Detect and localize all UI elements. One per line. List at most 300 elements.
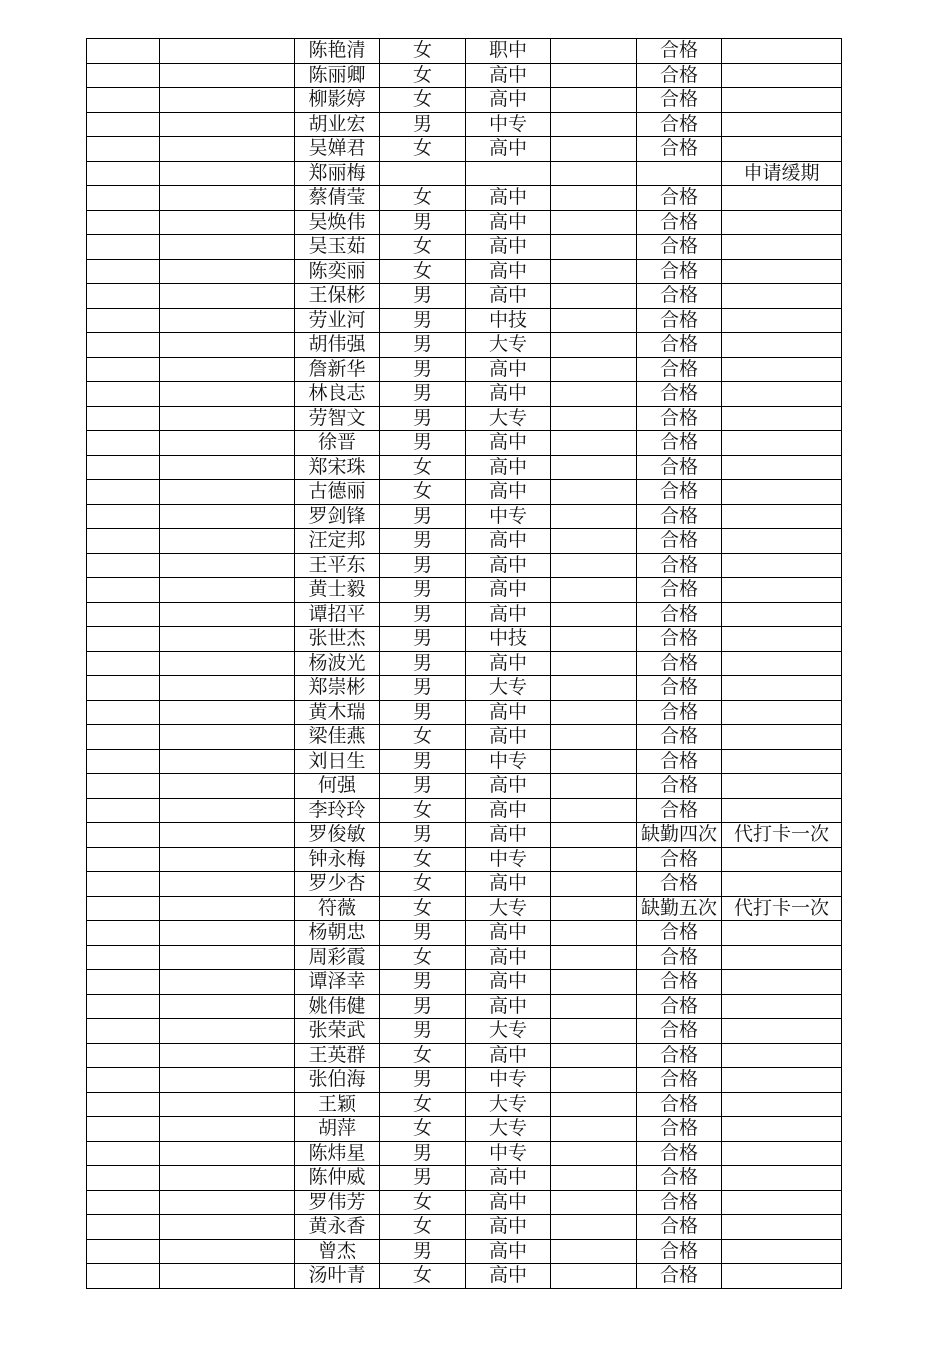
id-cell — [160, 1239, 295, 1264]
id-cell — [160, 676, 295, 701]
id-cell — [160, 847, 295, 872]
index-cell — [87, 308, 160, 333]
gender-cell: 男 — [380, 210, 466, 235]
blank-cell — [551, 676, 637, 701]
blank-cell — [551, 1117, 637, 1142]
result-cell: 合格 — [637, 284, 722, 309]
id-cell — [160, 896, 295, 921]
index-cell — [87, 872, 160, 897]
table-row — [87, 284, 842, 309]
result-cell: 合格 — [637, 553, 722, 578]
id-cell — [160, 137, 295, 162]
index-cell — [87, 700, 160, 725]
table-row — [87, 63, 842, 88]
name-cell: 黄永香 — [295, 1215, 380, 1240]
name-cell: 郑崇彬 — [295, 676, 380, 701]
name-cell: 张世杰 — [295, 627, 380, 652]
blank-cell — [551, 749, 637, 774]
name-cell: 汤叶青 — [295, 1264, 380, 1289]
education-cell: 中技 — [466, 308, 551, 333]
result-cell: 合格 — [637, 1264, 722, 1289]
gender-cell: 男 — [380, 700, 466, 725]
table-row — [87, 553, 842, 578]
name-cell: 谭招平 — [295, 602, 380, 627]
result-cell: 合格 — [637, 1190, 722, 1215]
result-cell: 合格 — [637, 1215, 722, 1240]
index-cell — [87, 749, 160, 774]
note-cell — [722, 1141, 842, 1166]
blank-cell — [551, 725, 637, 750]
note-cell — [722, 945, 842, 970]
note-cell — [722, 431, 842, 456]
gender-cell: 男 — [380, 749, 466, 774]
index-cell — [87, 847, 160, 872]
table-row — [87, 1068, 842, 1093]
index-cell — [87, 1166, 160, 1191]
gender-cell: 女 — [380, 798, 466, 823]
id-cell — [160, 161, 295, 186]
table-row — [87, 945, 842, 970]
blank-cell — [551, 88, 637, 113]
blank-cell — [551, 308, 637, 333]
result-cell: 合格 — [637, 357, 722, 382]
gender-cell: 男 — [380, 994, 466, 1019]
result-cell: 合格 — [637, 480, 722, 505]
id-cell — [160, 945, 295, 970]
result-cell: 合格 — [637, 504, 722, 529]
education-cell: 高中 — [466, 431, 551, 456]
result-cell: 合格 — [637, 872, 722, 897]
result-cell: 合格 — [637, 39, 722, 64]
result-cell: 合格 — [637, 847, 722, 872]
result-cell: 合格 — [637, 1141, 722, 1166]
id-cell — [160, 529, 295, 554]
blank-cell — [551, 1068, 637, 1093]
blank-cell — [551, 235, 637, 260]
index-cell — [87, 774, 160, 799]
note-cell — [722, 847, 842, 872]
note-cell — [722, 994, 842, 1019]
result-cell: 合格 — [637, 676, 722, 701]
table-row — [87, 1019, 842, 1044]
table-row — [87, 431, 842, 456]
blank-cell — [551, 896, 637, 921]
index-cell — [87, 455, 160, 480]
education-cell: 高中 — [466, 774, 551, 799]
table-row — [87, 578, 842, 603]
gender-cell: 男 — [380, 651, 466, 676]
note-cell — [722, 970, 842, 995]
blank-cell — [551, 945, 637, 970]
index-cell — [87, 161, 160, 186]
name-cell: 谭泽幸 — [295, 970, 380, 995]
name-cell: 罗伟芳 — [295, 1190, 380, 1215]
result-cell: 合格 — [637, 1166, 722, 1191]
gender-cell: 男 — [380, 529, 466, 554]
name-cell: 曾杰 — [295, 1239, 380, 1264]
blank-cell — [551, 823, 637, 848]
result-cell: 合格 — [637, 749, 722, 774]
blank-cell — [551, 578, 637, 603]
education-cell: 高中 — [466, 970, 551, 995]
name-cell: 胡业宏 — [295, 112, 380, 137]
result-cell: 缺勤四次 — [637, 823, 722, 848]
note-cell — [722, 1190, 842, 1215]
name-cell: 郑宋珠 — [295, 455, 380, 480]
index-cell — [87, 504, 160, 529]
name-cell: 徐晋 — [295, 431, 380, 456]
gender-cell: 男 — [380, 382, 466, 407]
blank-cell — [551, 284, 637, 309]
table-row — [87, 921, 842, 946]
result-cell: 合格 — [637, 1117, 722, 1142]
id-cell — [160, 1092, 295, 1117]
note-cell — [722, 1264, 842, 1289]
name-cell: 黄士毅 — [295, 578, 380, 603]
index-cell — [87, 945, 160, 970]
note-cell — [722, 1043, 842, 1068]
gender-cell: 女 — [380, 1264, 466, 1289]
index-cell — [87, 970, 160, 995]
education-cell: 高中 — [466, 872, 551, 897]
blank-cell — [551, 480, 637, 505]
result-cell: 合格 — [637, 431, 722, 456]
index-cell — [87, 137, 160, 162]
result-cell: 合格 — [637, 333, 722, 358]
result-cell: 合格 — [637, 235, 722, 260]
blank-cell — [551, 210, 637, 235]
note-cell — [722, 308, 842, 333]
result-cell: 合格 — [637, 1068, 722, 1093]
gender-cell: 男 — [380, 308, 466, 333]
id-cell — [160, 1264, 295, 1289]
index-cell — [87, 431, 160, 456]
id-cell — [160, 749, 295, 774]
index-cell — [87, 676, 160, 701]
result-cell: 合格 — [637, 259, 722, 284]
table-row — [87, 333, 842, 358]
name-cell: 蔡倩莹 — [295, 186, 380, 211]
blank-cell — [551, 553, 637, 578]
gender-cell: 男 — [380, 921, 466, 946]
name-cell: 刘日生 — [295, 749, 380, 774]
index-cell — [87, 921, 160, 946]
id-cell — [160, 1215, 295, 1240]
education-cell: 高中 — [466, 88, 551, 113]
note-cell — [722, 1166, 842, 1191]
table-row — [87, 1215, 842, 1240]
blank-cell — [551, 774, 637, 799]
name-cell: 胡萍 — [295, 1117, 380, 1142]
education-cell: 大专 — [466, 896, 551, 921]
index-cell — [87, 798, 160, 823]
name-cell: 胡伟强 — [295, 333, 380, 358]
education-cell: 高中 — [466, 1239, 551, 1264]
name-cell: 何强 — [295, 774, 380, 799]
gender-cell: 男 — [380, 553, 466, 578]
name-cell: 姚伟健 — [295, 994, 380, 1019]
gender-cell: 女 — [380, 1190, 466, 1215]
note-cell — [722, 63, 842, 88]
gender-cell: 男 — [380, 970, 466, 995]
id-cell — [160, 308, 295, 333]
id-cell — [160, 284, 295, 309]
education-cell: 高中 — [466, 578, 551, 603]
name-cell: 詹新华 — [295, 357, 380, 382]
blank-cell — [551, 357, 637, 382]
index-cell — [87, 529, 160, 554]
education-cell: 高中 — [466, 529, 551, 554]
education-cell: 高中 — [466, 798, 551, 823]
id-cell — [160, 602, 295, 627]
blank-cell — [551, 1043, 637, 1068]
blank-cell — [551, 455, 637, 480]
index-cell — [87, 725, 160, 750]
gender-cell: 男 — [380, 578, 466, 603]
gender-cell: 男 — [380, 1068, 466, 1093]
name-cell: 符薇 — [295, 896, 380, 921]
blank-cell — [551, 259, 637, 284]
result-cell: 合格 — [637, 921, 722, 946]
blank-cell — [551, 847, 637, 872]
blank-cell — [551, 970, 637, 995]
gender-cell: 男 — [380, 676, 466, 701]
table-row — [87, 1264, 842, 1289]
name-cell: 柳影婷 — [295, 88, 380, 113]
gender-cell: 女 — [380, 259, 466, 284]
education-cell: 高中 — [466, 235, 551, 260]
gender-cell: 女 — [380, 235, 466, 260]
id-cell — [160, 504, 295, 529]
note-cell — [722, 504, 842, 529]
blank-cell — [551, 406, 637, 431]
gender-cell: 女 — [380, 137, 466, 162]
result-cell: 合格 — [637, 970, 722, 995]
table-row — [87, 455, 842, 480]
result-cell: 合格 — [637, 308, 722, 333]
blank-cell — [551, 1166, 637, 1191]
index-cell — [87, 1117, 160, 1142]
education-cell: 大专 — [466, 1092, 551, 1117]
table-row — [87, 480, 842, 505]
id-cell — [160, 186, 295, 211]
gender-cell: 男 — [380, 602, 466, 627]
education-cell: 高中 — [466, 725, 551, 750]
education-cell: 大专 — [466, 1117, 551, 1142]
gender-cell: 男 — [380, 1239, 466, 1264]
gender-cell: 男 — [380, 823, 466, 848]
gender-cell: 男 — [380, 1166, 466, 1191]
education-cell: 高中 — [466, 284, 551, 309]
index-cell — [87, 1068, 160, 1093]
index-cell — [87, 823, 160, 848]
note-cell — [722, 382, 842, 407]
name-cell: 王颖 — [295, 1092, 380, 1117]
table-row — [87, 823, 842, 848]
table-row — [87, 235, 842, 260]
index-cell — [87, 1239, 160, 1264]
result-cell: 合格 — [637, 651, 722, 676]
blank-cell — [551, 431, 637, 456]
education-cell: 高中 — [466, 259, 551, 284]
index-cell — [87, 63, 160, 88]
gender-cell: 女 — [380, 88, 466, 113]
blank-cell — [551, 798, 637, 823]
gender-cell: 男 — [380, 504, 466, 529]
table-row — [87, 1092, 842, 1117]
blank-cell — [551, 39, 637, 64]
table-row — [87, 1190, 842, 1215]
table-row — [87, 774, 842, 799]
table-row — [87, 210, 842, 235]
note-cell — [722, 112, 842, 137]
blank-cell — [551, 137, 637, 162]
result-cell: 合格 — [637, 137, 722, 162]
table-row — [87, 749, 842, 774]
name-cell: 郑丽梅 — [295, 161, 380, 186]
education-cell: 中专 — [466, 1068, 551, 1093]
name-cell: 周彩霞 — [295, 945, 380, 970]
note-cell — [722, 259, 842, 284]
table-row — [87, 1117, 842, 1142]
name-cell: 吴焕伟 — [295, 210, 380, 235]
gender-cell: 男 — [380, 284, 466, 309]
education-cell: 中专 — [466, 847, 551, 872]
id-cell — [160, 210, 295, 235]
education-cell: 职中 — [466, 39, 551, 64]
note-cell — [722, 1092, 842, 1117]
result-cell: 合格 — [637, 112, 722, 137]
index-cell — [87, 112, 160, 137]
name-cell: 林良志 — [295, 382, 380, 407]
index-cell — [87, 357, 160, 382]
note-cell — [722, 137, 842, 162]
name-cell: 张荣武 — [295, 1019, 380, 1044]
note-cell — [722, 186, 842, 211]
id-cell — [160, 651, 295, 676]
index-cell — [87, 1141, 160, 1166]
education-cell: 高中 — [466, 700, 551, 725]
name-cell: 梁佳燕 — [295, 725, 380, 750]
roster-body — [87, 39, 842, 1289]
blank-cell — [551, 1215, 637, 1240]
index-cell — [87, 896, 160, 921]
gender-cell: 男 — [380, 774, 466, 799]
result-cell: 合格 — [637, 578, 722, 603]
id-cell — [160, 455, 295, 480]
gender-cell: 男 — [380, 1019, 466, 1044]
id-cell — [160, 774, 295, 799]
blank-cell — [551, 1190, 637, 1215]
education-cell: 高中 — [466, 823, 551, 848]
blank-cell — [551, 627, 637, 652]
name-cell: 古德丽 — [295, 480, 380, 505]
index-cell — [87, 1215, 160, 1240]
table-row — [87, 627, 842, 652]
note-cell — [722, 88, 842, 113]
id-cell — [160, 1019, 295, 1044]
education-cell: 高中 — [466, 210, 551, 235]
blank-cell — [551, 504, 637, 529]
index-cell — [87, 235, 160, 260]
education-cell: 中专 — [466, 749, 551, 774]
table-row — [87, 896, 842, 921]
education-cell: 大专 — [466, 1019, 551, 1044]
index-cell — [87, 480, 160, 505]
name-cell: 汪定邦 — [295, 529, 380, 554]
index-cell — [87, 1043, 160, 1068]
gender-cell: 女 — [380, 455, 466, 480]
gender-cell: 男 — [380, 431, 466, 456]
education-cell: 中专 — [466, 112, 551, 137]
table-row — [87, 725, 842, 750]
index-cell — [87, 578, 160, 603]
name-cell: 黄木瑞 — [295, 700, 380, 725]
education-cell: 高中 — [466, 651, 551, 676]
table-row — [87, 651, 842, 676]
table-row — [87, 1043, 842, 1068]
note-cell — [722, 798, 842, 823]
index-cell — [87, 1092, 160, 1117]
name-cell: 罗少杏 — [295, 872, 380, 897]
table-row — [87, 504, 842, 529]
table-row — [87, 39, 842, 64]
gender-cell: 女 — [380, 1215, 466, 1240]
note-cell — [722, 700, 842, 725]
gender-cell: 女 — [380, 63, 466, 88]
table-row — [87, 700, 842, 725]
result-cell: 合格 — [637, 627, 722, 652]
blank-cell — [551, 872, 637, 897]
table-row — [87, 406, 842, 431]
table-row — [87, 872, 842, 897]
education-cell: 大专 — [466, 406, 551, 431]
note-cell — [722, 602, 842, 627]
index-cell — [87, 284, 160, 309]
gender-cell: 男 — [380, 1141, 466, 1166]
note-cell — [722, 333, 842, 358]
name-cell: 吴玉茹 — [295, 235, 380, 260]
name-cell: 劳业河 — [295, 308, 380, 333]
name-cell: 罗剑锋 — [295, 504, 380, 529]
id-cell — [160, 921, 295, 946]
result-cell: 合格 — [637, 406, 722, 431]
table-row — [87, 847, 842, 872]
blank-cell — [551, 1239, 637, 1264]
result-cell: 合格 — [637, 945, 722, 970]
result-cell: 合格 — [637, 602, 722, 627]
table-row — [87, 994, 842, 1019]
gender-cell: 女 — [380, 847, 466, 872]
table-row — [87, 1239, 842, 1264]
education-cell: 高中 — [466, 1215, 551, 1240]
note-cell — [722, 578, 842, 603]
name-cell: 陈丽卿 — [295, 63, 380, 88]
note-cell: 代打卡一次 — [722, 896, 842, 921]
table-row — [87, 1166, 842, 1191]
table-row — [87, 798, 842, 823]
blank-cell — [551, 994, 637, 1019]
result-cell: 合格 — [637, 774, 722, 799]
gender-cell: 女 — [380, 872, 466, 897]
id-cell — [160, 553, 295, 578]
education-cell: 高中 — [466, 63, 551, 88]
gender-cell — [380, 161, 466, 186]
gender-cell: 女 — [380, 1043, 466, 1068]
index-cell — [87, 186, 160, 211]
result-cell: 合格 — [637, 1019, 722, 1044]
gender-cell: 女 — [380, 725, 466, 750]
